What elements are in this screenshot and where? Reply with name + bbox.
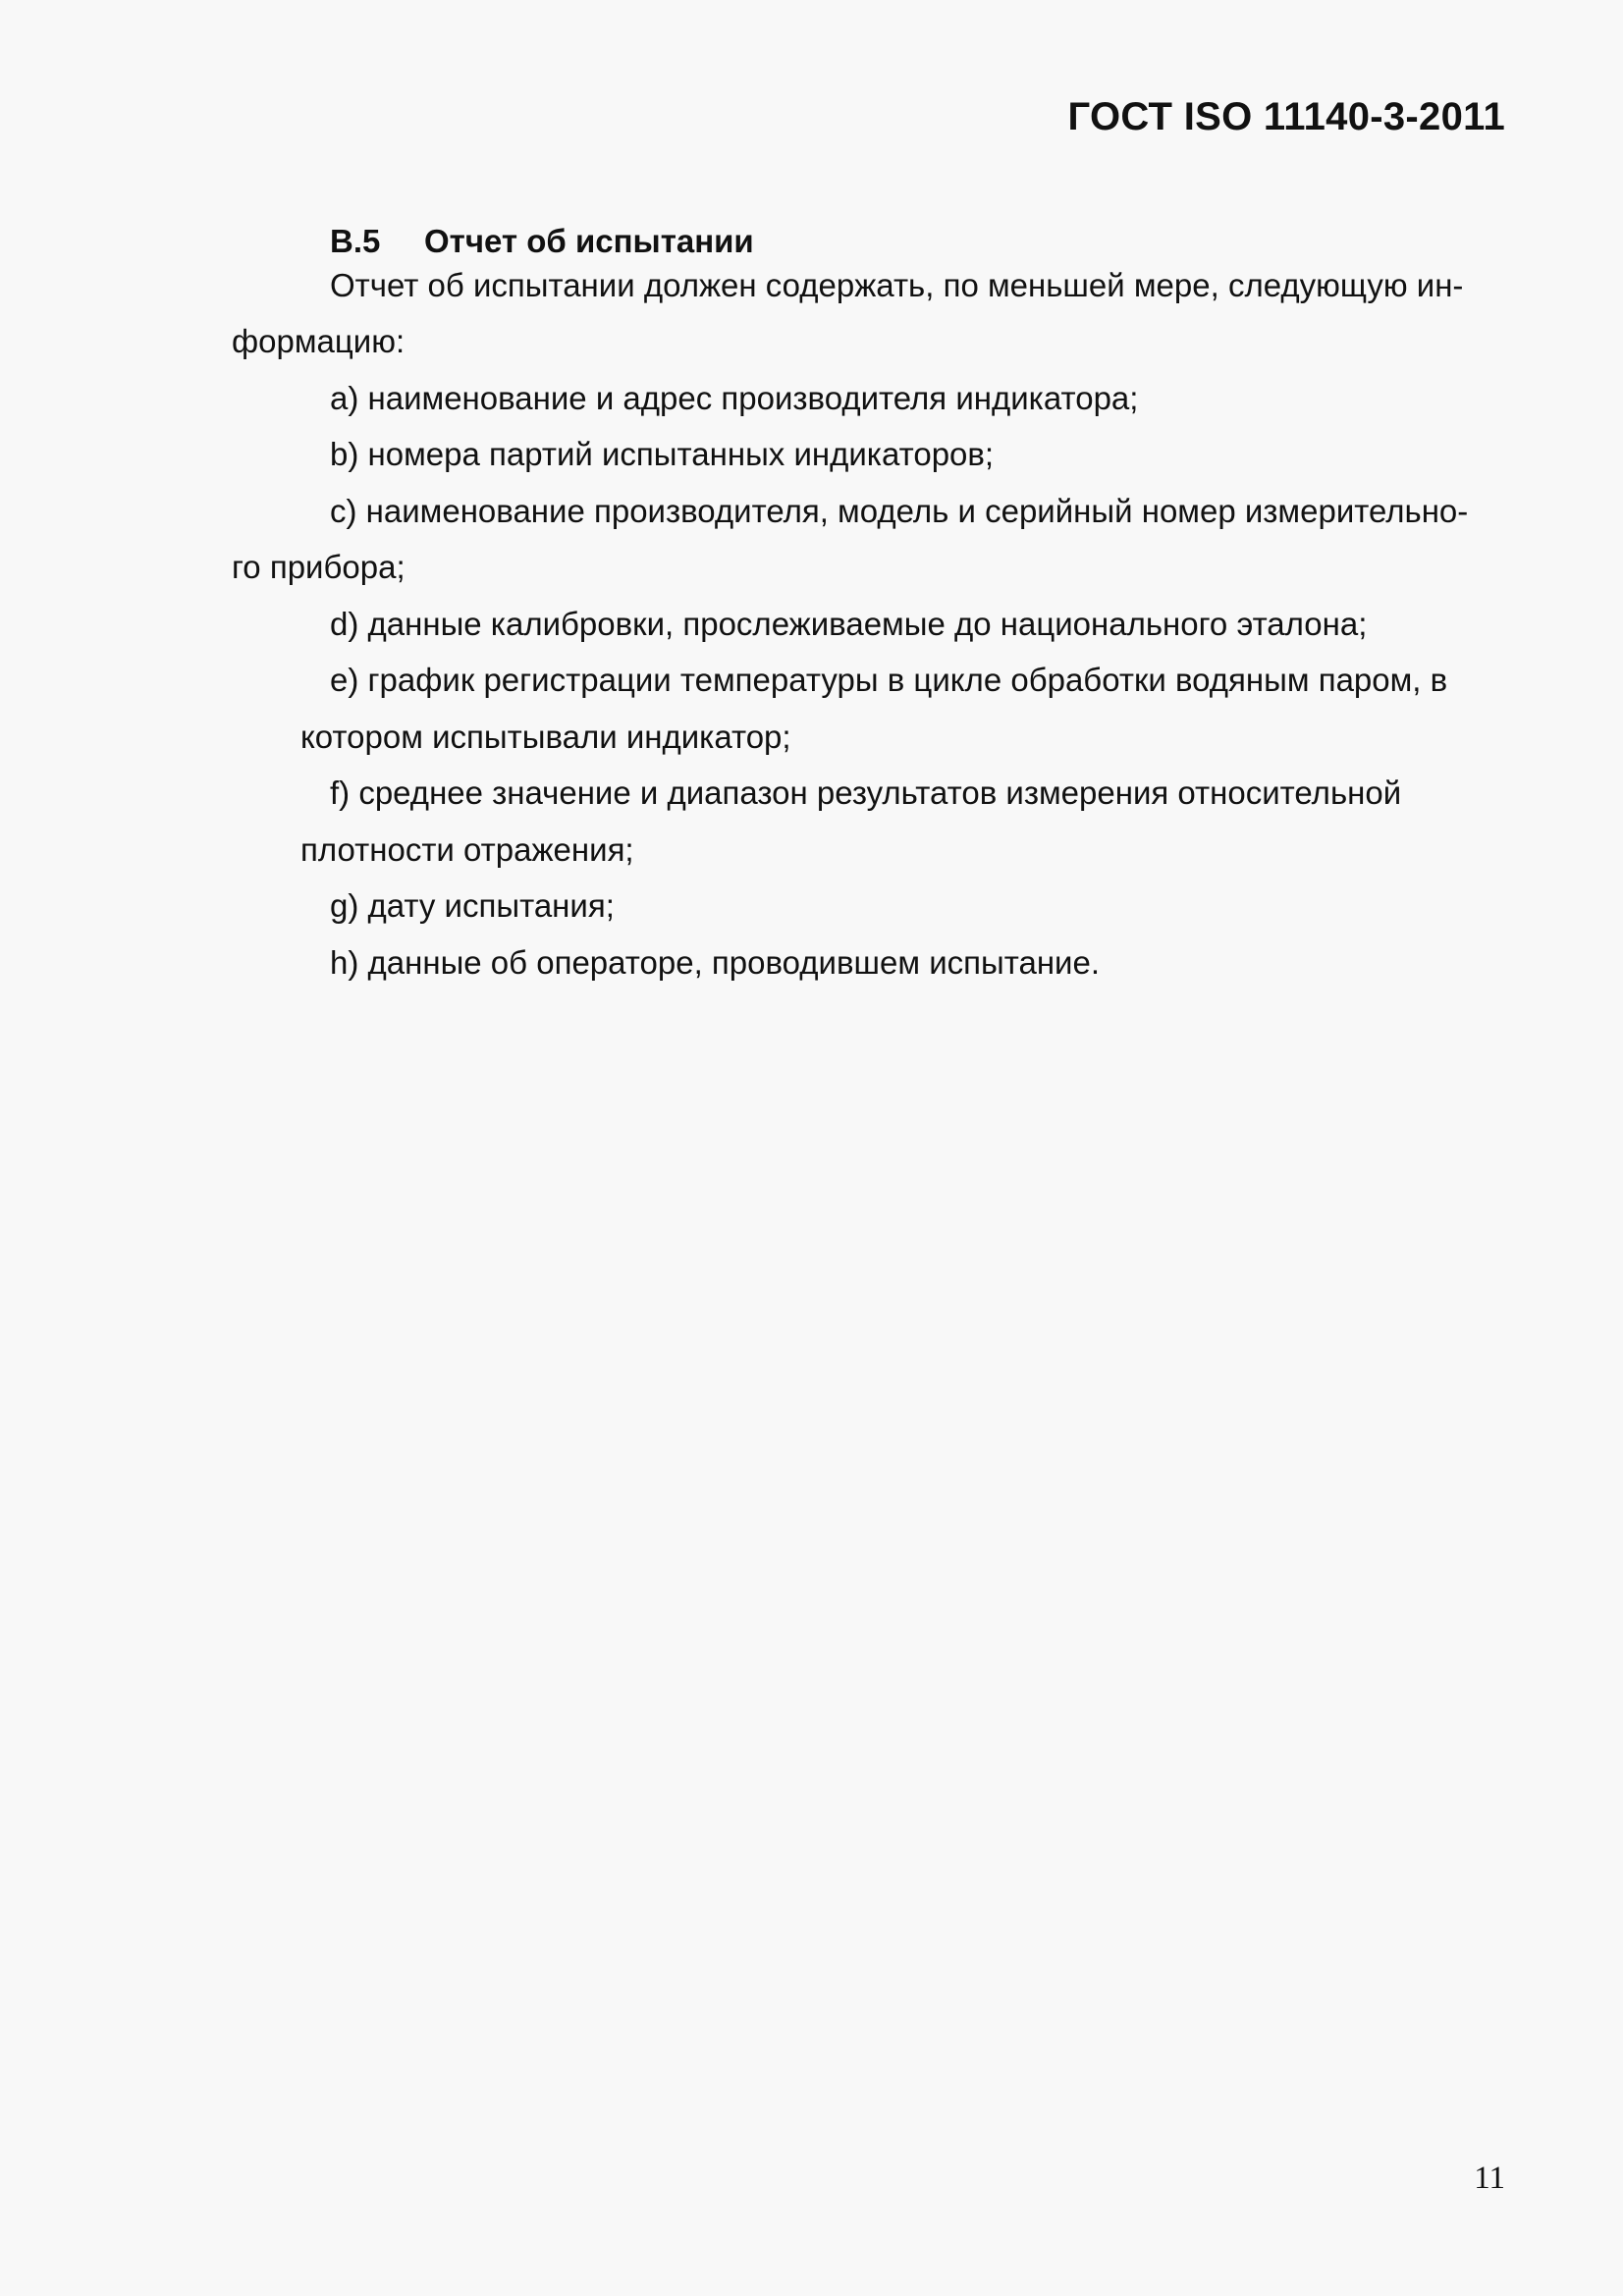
list-item-c-line-1: c) наименование производителя, модель и серийный номер измерительно- <box>330 493 1469 529</box>
list-item-g: g) дату испытания; <box>330 887 615 924</box>
list-item-e-line-1: e) график регистрации температуры в цикле обработки водяным паром, в <box>330 662 1448 698</box>
intro-line-2: формацию: <box>232 323 406 359</box>
list-item-f-line-2: плотности отражения; <box>300 831 634 868</box>
list-item-h: h) данные об операторе, проводившем испытание. <box>330 944 1100 981</box>
list-item-c-line-2: го прибора; <box>232 549 406 585</box>
section-number: B.5 <box>330 223 381 259</box>
document-code-header: ГОСТ ISO 11140-3-2011 <box>1067 95 1505 138</box>
section-title: Отчет об испытании <box>424 223 754 259</box>
page-number: 11 <box>1474 2161 1505 2196</box>
intro-line-1: Отчет об испытании должен содержать, по меньшей мере, следующую ин- <box>330 267 1464 303</box>
list-item-b: b) номера партий испытанных индикаторов; <box>330 436 995 472</box>
section-heading <box>330 222 754 261</box>
list-item-a: a) наименование и адрес производителя индикатора; <box>330 380 1139 416</box>
list-item-e-line-2: котором испытывали индикатор; <box>300 719 791 755</box>
list-item-f-line-1: f) среднее значение и диапазон результатов измерения относительной <box>330 774 1402 811</box>
list-item-d: d) данные калибровки, прослеживаемые до национального эталона; <box>330 606 1368 642</box>
